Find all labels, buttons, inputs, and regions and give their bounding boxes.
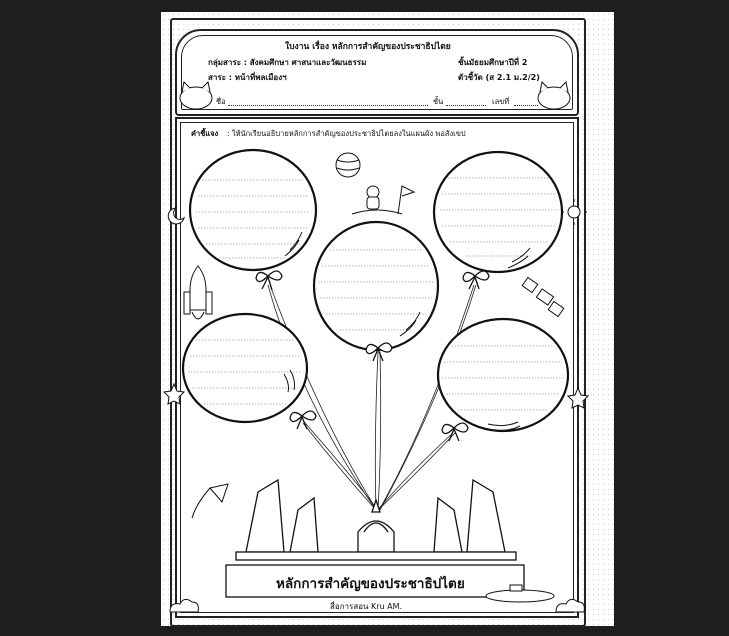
star-icon	[568, 388, 588, 408]
balloon-3[interactable]	[434, 152, 562, 272]
moon-icon	[168, 208, 184, 224]
balloon-2[interactable]	[314, 222, 438, 350]
bow-icon	[442, 423, 468, 441]
number-label: เลขที่	[492, 97, 510, 106]
star-icon	[164, 384, 184, 404]
worksheet-title: ใบงาน เรื่อง หลักการสำคัญของประชาธิปไตย	[285, 42, 451, 52]
class-label: ชั้น	[433, 97, 444, 106]
cat-icon	[180, 82, 212, 109]
name-label: ชื่อ	[216, 97, 226, 106]
balloon-5[interactable]	[438, 319, 568, 431]
grade-level: ชั้นมัธยมศึกษาปีที่ 2	[458, 58, 528, 67]
monument-caption: หลักการสำคัญของประชาธิปไตย	[276, 576, 465, 592]
instructions-label: คำชี้แจง	[191, 129, 219, 138]
planet-icon	[336, 153, 360, 177]
astronaut-icon	[352, 186, 414, 214]
balloon-4[interactable]	[183, 314, 307, 422]
cloud-icon	[556, 599, 584, 612]
indicator: ตัวชี้วัด (ส 2.1 ม.2/2)	[458, 73, 540, 82]
footer-credit: สื่อการสอน Kru AM.	[330, 602, 403, 611]
balloon-1[interactable]	[190, 150, 316, 270]
cat-icon	[538, 82, 570, 109]
bow-icon	[290, 411, 316, 429]
kite-icon	[192, 484, 228, 518]
instructions-text: : ให้นักเรียนอธิบายหลักการสำคัญของประชาธิปไตยลงในแผนผัง พอสังเขป	[227, 129, 466, 138]
cloud-icon	[170, 599, 198, 612]
sun-icon	[561, 199, 587, 225]
satellite-icon	[522, 277, 564, 316]
subject-group: กลุ่มสาระ : สังคมศึกษา ศาสนาและวัฒนธรรม	[208, 58, 367, 67]
strand: สาระ : หน้าที่พลเมืองฯ	[208, 73, 287, 82]
rocket-icon	[184, 266, 212, 319]
